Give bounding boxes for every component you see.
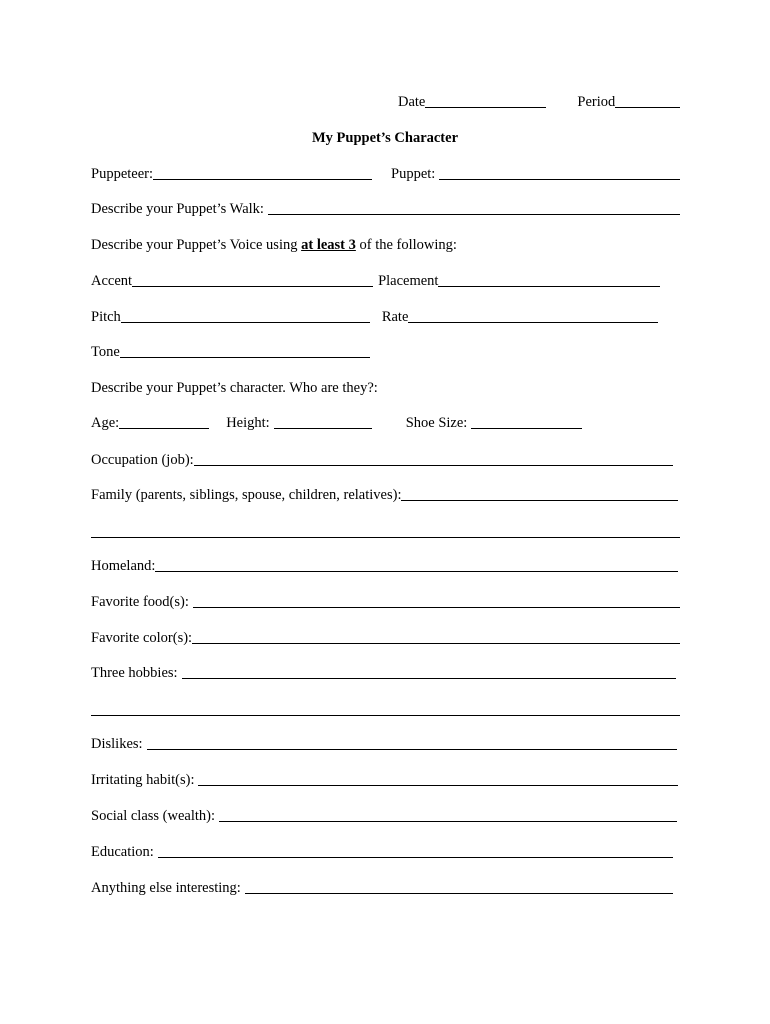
pitch-row bbox=[91, 308, 658, 326]
social-row bbox=[91, 807, 677, 825]
homeland-field[interactable] bbox=[155, 557, 678, 572]
dislikes-field[interactable] bbox=[147, 735, 677, 750]
dislikes-row bbox=[91, 735, 677, 753]
hobbies-field[interactable] bbox=[182, 664, 676, 679]
walk-field[interactable] bbox=[268, 200, 680, 215]
age-row bbox=[91, 414, 582, 432]
anything-field[interactable] bbox=[245, 879, 673, 894]
voice-prefix: Describe your Puppet’s Voice using bbox=[91, 237, 302, 253]
placement-field[interactable] bbox=[438, 272, 660, 287]
dislikes-label: Dislikes: bbox=[91, 736, 143, 752]
food-label: Favorite food(s): bbox=[91, 594, 189, 610]
puppeteer-field[interactable] bbox=[153, 165, 372, 180]
food-field[interactable] bbox=[193, 593, 680, 608]
rate-field[interactable] bbox=[408, 308, 658, 323]
puppet-label: Puppet: bbox=[391, 166, 436, 182]
color-label: Favorite color(s): bbox=[91, 630, 193, 646]
period-field[interactable] bbox=[615, 93, 680, 108]
period-label: Period bbox=[577, 94, 616, 110]
family-label: Family (parents, siblings, spouse, children, relatives): bbox=[91, 487, 402, 503]
social-label: Social class (wealth): bbox=[91, 808, 216, 824]
puppet-field[interactable] bbox=[439, 165, 680, 180]
tone-field[interactable] bbox=[120, 343, 370, 358]
height-label: Height: bbox=[226, 415, 270, 431]
character-label: Describe your Puppet’s character. Who are they?: bbox=[91, 380, 378, 396]
pitch-field[interactable] bbox=[121, 308, 370, 323]
accent-label: Accent bbox=[91, 273, 133, 289]
food-row bbox=[91, 593, 680, 611]
date-period-row bbox=[398, 93, 680, 111]
homeland-label: Homeland: bbox=[91, 558, 156, 574]
color-row bbox=[91, 629, 680, 647]
family-field[interactable] bbox=[401, 486, 678, 501]
puppeteer-label: Puppeteer: bbox=[91, 166, 154, 182]
family-row bbox=[91, 486, 678, 504]
height-field[interactable] bbox=[274, 414, 372, 429]
date-label: Date bbox=[398, 94, 426, 110]
shoe-size-label: Shoe Size: bbox=[405, 415, 468, 431]
habits-field[interactable] bbox=[198, 771, 678, 786]
walk-label: Describe your Puppet’s Walk: bbox=[91, 201, 264, 217]
color-field[interactable] bbox=[192, 629, 680, 644]
education-label: Education: bbox=[91, 844, 154, 860]
date-field[interactable] bbox=[425, 93, 546, 108]
anything-label: Anything else interesting: bbox=[91, 880, 241, 896]
rate-label: Rate bbox=[381, 309, 409, 325]
tone-label: Tone bbox=[91, 344, 120, 360]
walk-row bbox=[91, 200, 680, 218]
shoe-size-field[interactable] bbox=[471, 414, 582, 429]
age-label: Age: bbox=[91, 415, 120, 431]
voice-suffix: of the following: bbox=[355, 237, 457, 253]
occupation-label: Occupation (job): bbox=[91, 452, 194, 468]
hobbies-label: Three hobbies: bbox=[91, 665, 178, 681]
voice-instruction bbox=[91, 236, 680, 254]
hobbies-row bbox=[91, 664, 676, 682]
page-title: My Puppet’s Character bbox=[311, 130, 459, 146]
homeland-row bbox=[91, 557, 678, 575]
habits-label: Irritating habit(s): bbox=[91, 772, 195, 788]
social-field[interactable] bbox=[219, 807, 677, 822]
occupation-field[interactable] bbox=[194, 451, 673, 466]
accent-row bbox=[91, 272, 660, 290]
character-instruction bbox=[91, 379, 680, 397]
placement-label: Placement bbox=[378, 273, 439, 289]
anything-row bbox=[91, 879, 673, 897]
hobbies-extra-line[interactable] bbox=[91, 715, 680, 716]
education-field[interactable] bbox=[158, 843, 673, 858]
voice-emphasis: at least 3 bbox=[301, 237, 356, 253]
age-field[interactable] bbox=[119, 414, 209, 429]
education-row bbox=[91, 843, 673, 861]
puppeteer-row bbox=[91, 165, 680, 183]
family-extra-line[interactable] bbox=[91, 537, 680, 538]
pitch-label: Pitch bbox=[91, 309, 121, 325]
tone-row bbox=[91, 343, 370, 361]
occupation-row bbox=[91, 451, 673, 469]
habits-row bbox=[91, 771, 678, 789]
accent-field[interactable] bbox=[132, 272, 373, 287]
